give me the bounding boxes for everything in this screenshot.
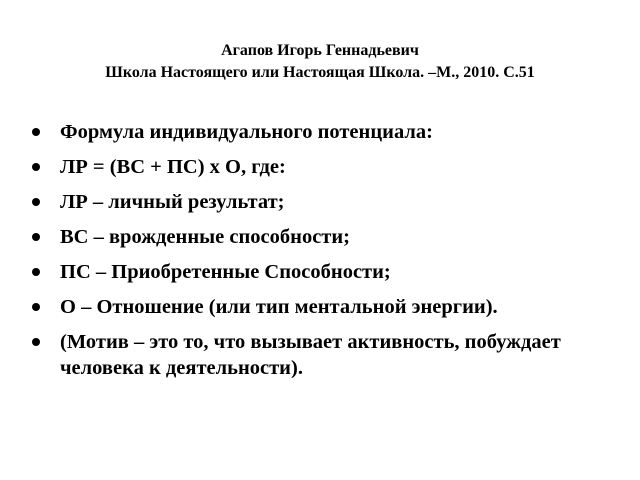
bullet-dot-icon bbox=[32, 268, 40, 276]
bullet-dot-icon bbox=[32, 163, 40, 171]
bullet-item bbox=[32, 119, 622, 145]
bullet-dot-icon bbox=[32, 303, 40, 311]
bullet-text: О – Отношение (или тип ментальной энергии). bbox=[60, 296, 498, 318]
bullet-item bbox=[32, 294, 622, 320]
bullet-dot-icon bbox=[32, 128, 40, 136]
source-citation: Школа Настоящего или Настоящая Школа. –М., 2010. С.51 bbox=[105, 64, 535, 81]
author-name: Агапов Игорь Геннадьевич bbox=[221, 42, 419, 59]
bullet-dot-icon bbox=[32, 233, 40, 241]
bullet-item bbox=[32, 259, 622, 285]
bullet-text: ЛР = (ВС + ПС) х О, где: bbox=[60, 156, 286, 178]
bullet-text: Формула индивидуального потенциала: bbox=[60, 121, 433, 143]
bullet-item bbox=[32, 189, 622, 215]
bullet-item bbox=[32, 329, 622, 381]
bullet-text: (Мотив – это то, что вызывает активность, побуждает человека к деятельности). bbox=[60, 331, 561, 379]
bullet-list bbox=[32, 119, 622, 390]
bullet-text: ПС – Приобретенные Способности; bbox=[60, 261, 391, 283]
bullet-item bbox=[32, 154, 622, 180]
bullet-dot-icon bbox=[32, 198, 40, 206]
bullet-item bbox=[32, 224, 622, 250]
bullet-text: ЛР – личный результат; bbox=[60, 191, 285, 213]
bullet-text: ВС – врожденные способности; bbox=[60, 226, 351, 248]
slide-header bbox=[0, 40, 640, 84]
bullet-dot-icon bbox=[32, 338, 40, 346]
